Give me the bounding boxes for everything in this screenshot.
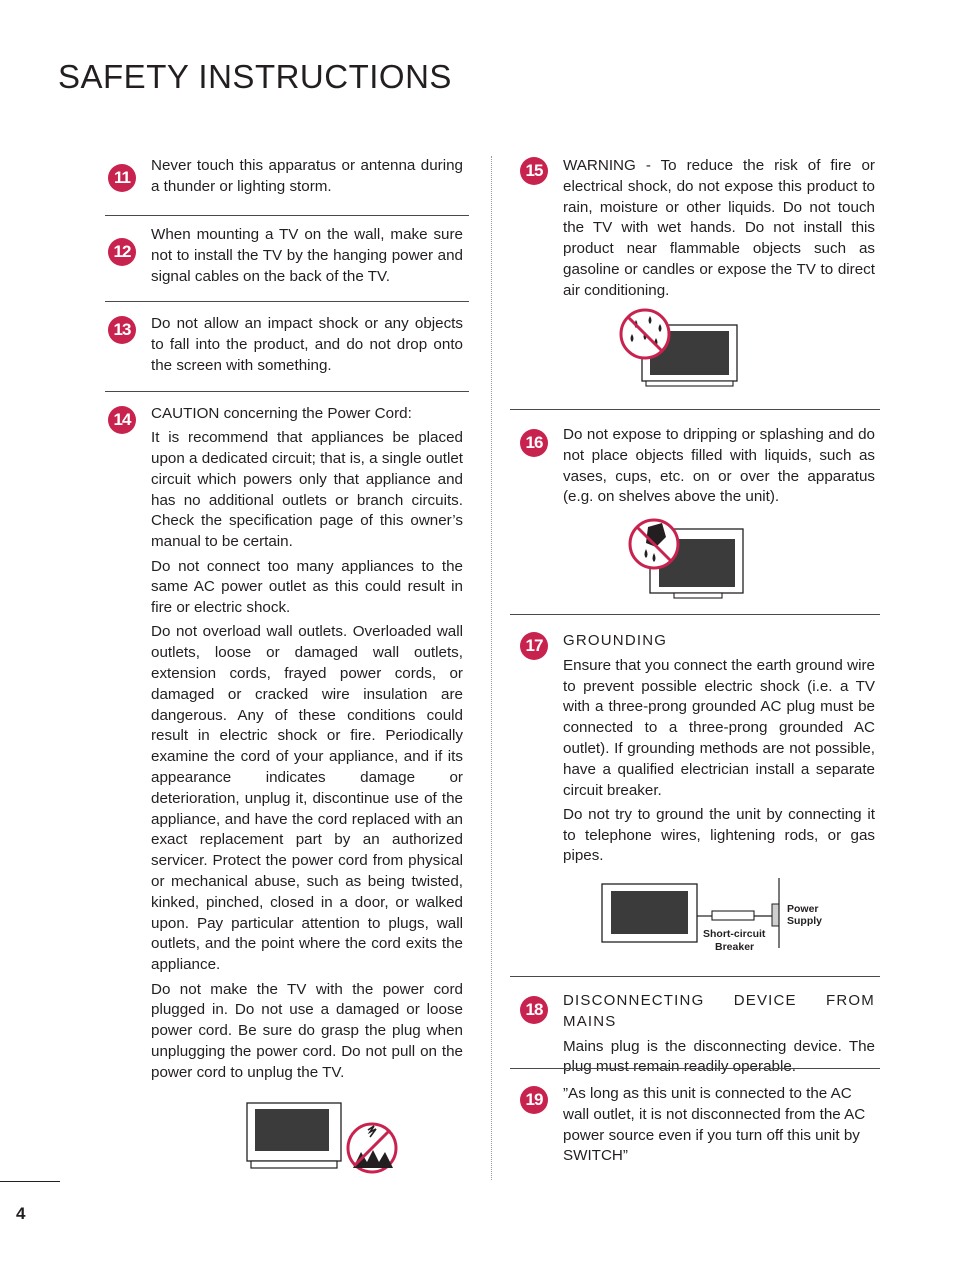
supply-label-2: Supply xyxy=(787,915,823,927)
grounding-illustration xyxy=(600,878,840,952)
item-14-para: Do not make the TV with the power cord plugged in. Do not use a damaged or loose power cord. Be sure do grasp the plug when unplugging the power cord. Do not pull on the power cord to unplug the TV. xyxy=(151,980,463,1081)
item-16-text xyxy=(563,425,875,512)
tv-icon xyxy=(602,884,697,942)
item-15-para: WARNING - To reduce the risk of fire or electrical shock, do not expose this product to rain, moisture or other liquids. Do not touch the TV with wet hands. Do not install this product near flammable objects such as gasoline or candles or expose the TV to direct air conditioning. xyxy=(563,157,875,299)
item-badge-19: 19 xyxy=(520,1086,548,1114)
breaker-label-1: Short-circuit xyxy=(703,928,766,940)
divider xyxy=(510,409,880,410)
divider xyxy=(510,1068,880,1069)
divider xyxy=(105,215,469,216)
item-17-para: Do not try to ground the unit by connecting it to telephone wires, lightening rods, or gas pipes. xyxy=(563,805,875,865)
item-badge-17: 17 xyxy=(520,632,548,660)
tv-icon xyxy=(247,1103,341,1168)
item-14-para: Do not overload wall outlets. Overloaded wall outlets, loose or damaged wall outlets, extension cords, frayed power cords, or damaged or cracked wire insulation are dangerous. Any of these conditions could result in electric shock or fire. Periodically examine the cord of your appliance, and if its appearance indicates damage or deterioration, unplug it, discontinue use of the appliance, and have the cord replaced with an exact replacement part by an authorized servicer. Protect the power cord from physical or mechanical abuse, such as being twisted, kinked, pinched, closed in a door, or walked upon. Pay particular attention to plugs, wall outlets, and the point where the cord exits the appliance. xyxy=(151,623,463,974)
item-badge-15: 15 xyxy=(520,157,548,185)
item-badge-13: 13 xyxy=(108,316,136,344)
supply-label-1: Power xyxy=(787,903,819,915)
item-12-text xyxy=(151,225,463,291)
item-badge-11: 11 xyxy=(108,164,136,192)
item-13-para: Do not allow an impact shock or any objects to fall into the product, and do not drop onto the screen with something. xyxy=(151,315,463,374)
divider xyxy=(510,976,880,977)
item-14-text xyxy=(151,404,463,1087)
item-19-para: ”As long as this unit is connected to the AC wall outlet, it is not disconnected from the AC power source even if you turn off this unit by SWITCH” xyxy=(563,1085,866,1165)
breaker-label-2: Breaker xyxy=(715,941,755,953)
plug-icon xyxy=(772,904,779,926)
page-title: SAFETY INSTRUCTIONS xyxy=(58,58,452,95)
item-17-heading: GROUNDING xyxy=(563,632,668,649)
item-18-heading: DISCONNECTING DEVICE FROM MAINS xyxy=(563,992,875,1030)
item-17-para: Ensure that you connect the earth ground wire to prevent possible electric shock (i.e. a TV with a three-prong grounded AC plug must be connected to a three-prong grounded AC outlet). If grounding methods are not possible, have a qualified electrician install a separate circuit breaker. xyxy=(563,656,875,799)
item-14-para: Do not connect too many appliances to the same AC power outlet as this could result in fire or electric shock. xyxy=(151,557,463,617)
item-15-text xyxy=(563,156,875,305)
no-lightning-icon xyxy=(348,1124,396,1172)
item-badge-12: 12 xyxy=(108,238,136,266)
item-14-intro: CAUTION concerning the Power Cord: xyxy=(151,405,412,422)
tv-no-lightning-illustration xyxy=(245,1102,405,1176)
no-liquid-icon xyxy=(630,520,678,568)
item-12-para: When mounting a TV on the wall, make sure not to install the TV by the hanging power and signal cables on the back of the TV. xyxy=(151,226,463,285)
column-divider xyxy=(491,156,492,1180)
item-18-para: Mains plug is the disconnecting device. The plug must remain readily operable. xyxy=(563,1037,875,1076)
item-17-text xyxy=(563,631,875,871)
page-number: 4 xyxy=(16,1204,26,1223)
tv-no-liquid-illustration xyxy=(626,517,748,601)
no-rain-icon xyxy=(621,310,669,358)
divider xyxy=(105,391,469,392)
divider xyxy=(105,301,469,302)
item-badge-14: 14 xyxy=(108,406,136,434)
item-14-para: It is recommend that appliances be placed upon a dedicated circuit; that is, a single outlet circuit which powers only that appliance and has no additional outlets or branch circuits. Check the specification page of this owner’s manual to be certain. xyxy=(151,429,463,551)
item-11-para: Never touch this apparatus or antenna during a thunder or lighting storm. xyxy=(151,157,463,195)
page-number-rule xyxy=(0,1181,60,1182)
item-16-para: Do not expose to dripping or splashing and do not place objects filled with liquids, such as vases, cups, etc. on or over the apparatus (e.g. on shelves above the unit). xyxy=(563,426,875,506)
item-11-text xyxy=(151,156,463,201)
tv-no-rain-illustration xyxy=(618,308,743,388)
breaker-icon xyxy=(712,911,754,920)
item-badge-18: 18 xyxy=(520,996,548,1024)
divider xyxy=(510,614,880,615)
item-13-text xyxy=(151,314,463,380)
item-badge-16: 16 xyxy=(520,429,548,457)
item-19-text xyxy=(563,1084,879,1171)
